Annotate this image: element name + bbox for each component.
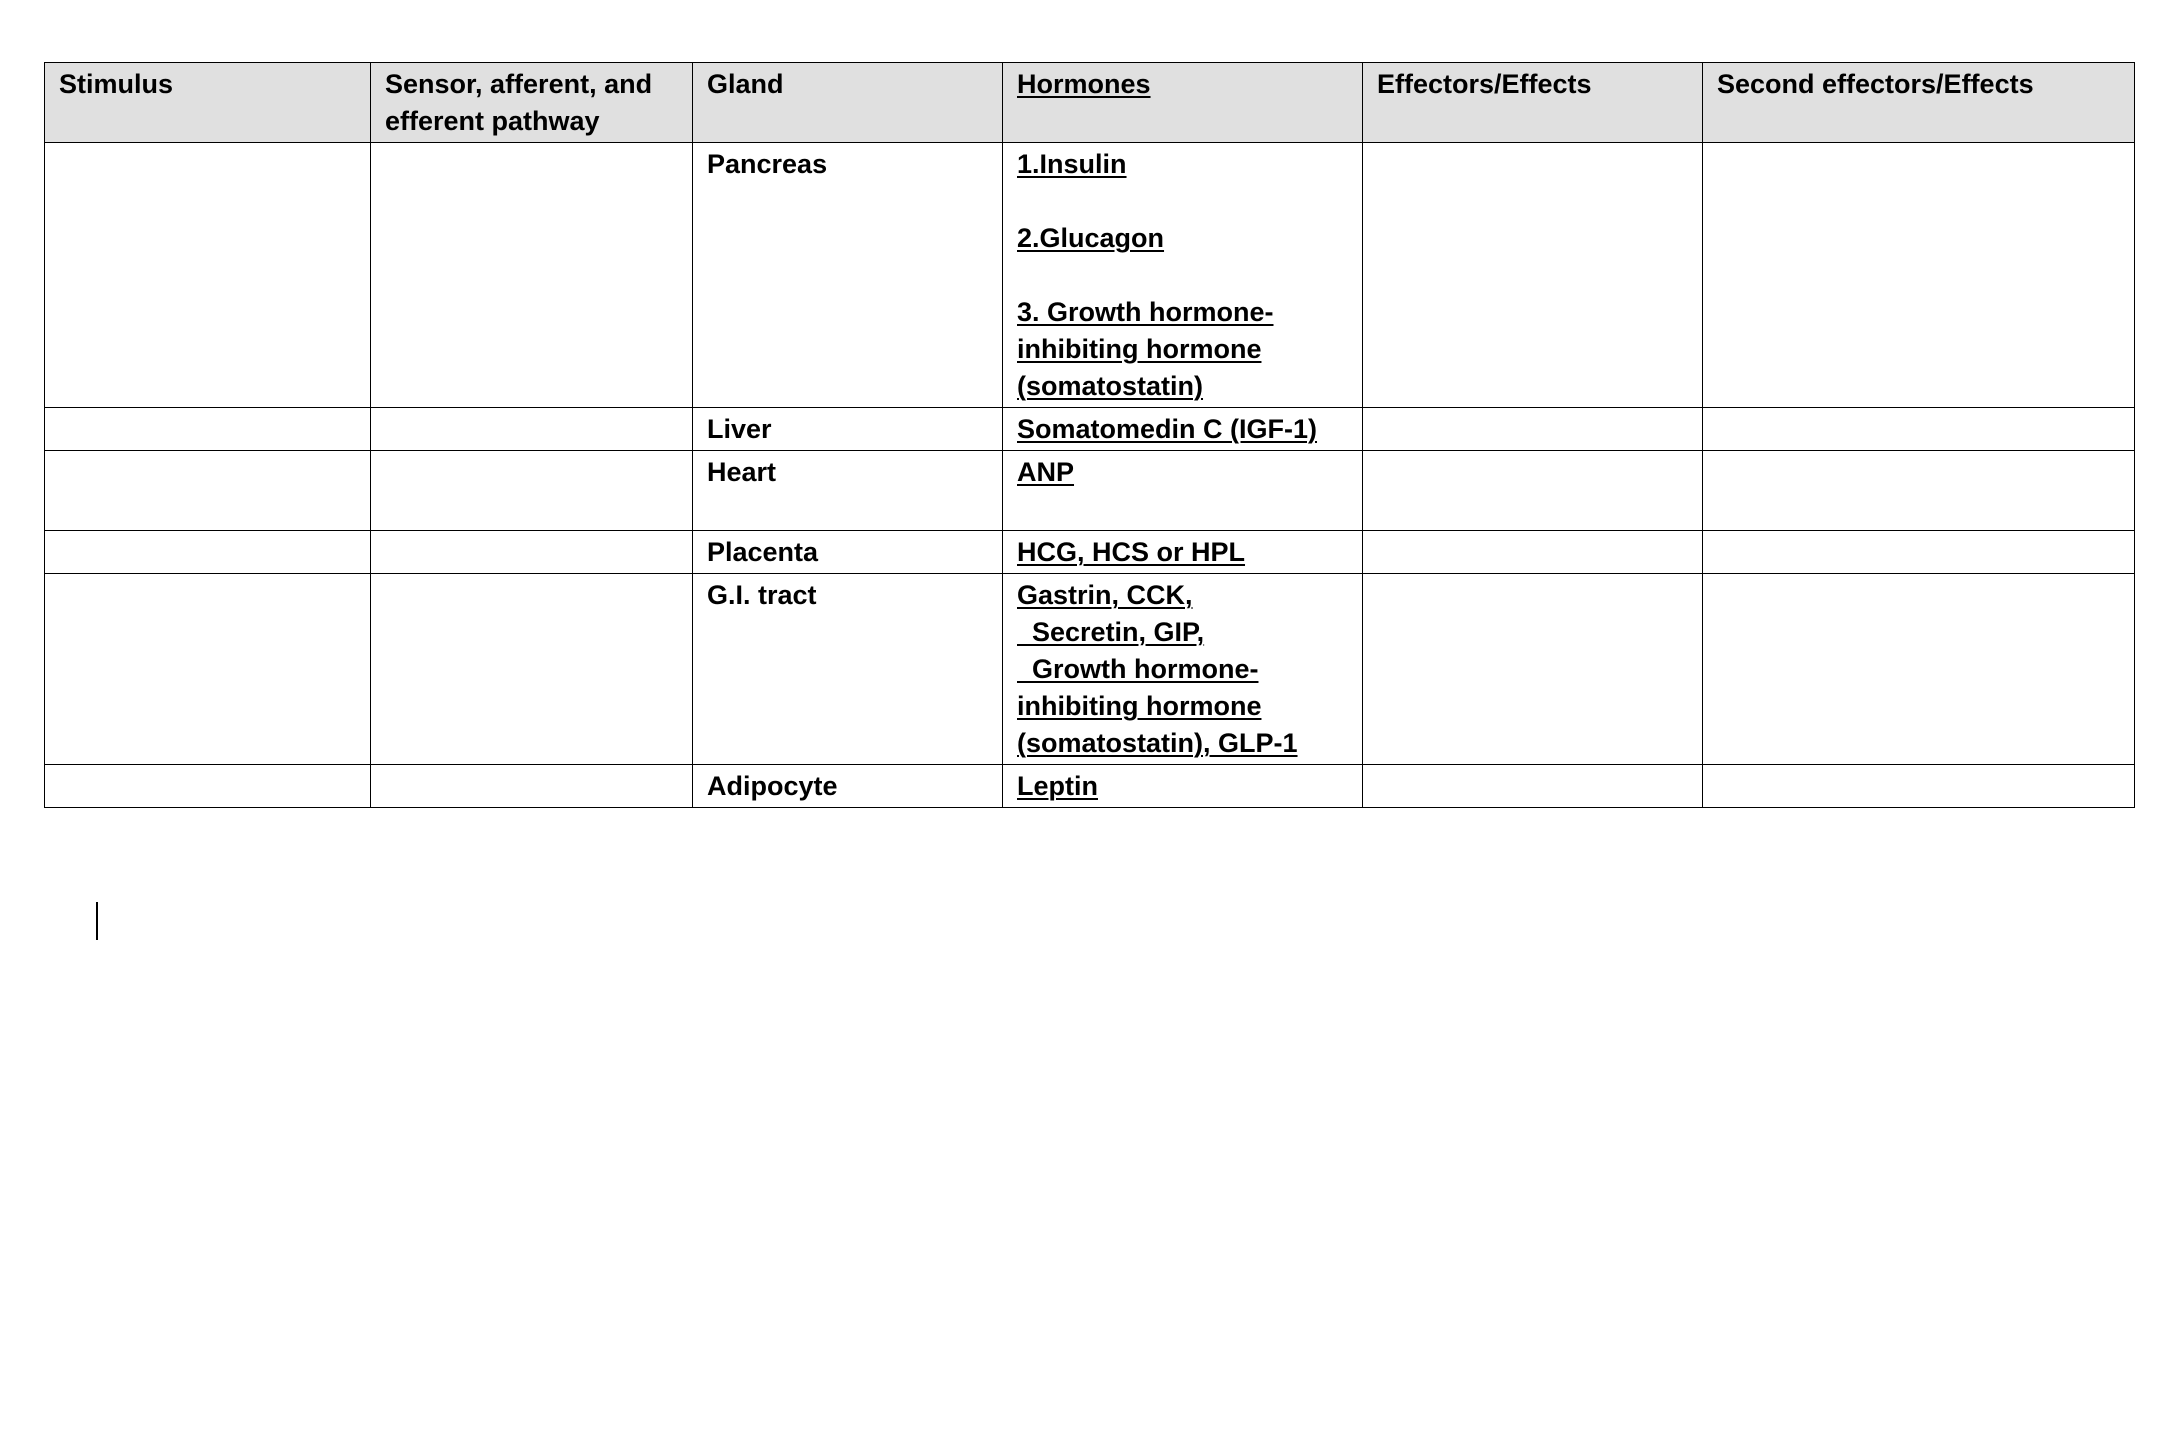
hormone-line: HCG, HCS or HPL <box>1017 537 1246 567</box>
gland-cell[interactable]: Liver <box>693 408 1003 451</box>
header-second-effectors[interactable]: Second effectors/Effects <box>1703 63 2135 143</box>
effectors-cell[interactable] <box>1363 408 1703 451</box>
effectors-cell[interactable] <box>1363 451 1703 531</box>
second-effectors-cell[interactable] <box>1703 765 2135 808</box>
hormone-line: Growth hormone- <box>1017 654 1259 684</box>
hormones-cell[interactable] <box>1003 408 1363 451</box>
effectors-cell[interactable] <box>1363 143 1703 408</box>
header-row <box>45 63 2135 143</box>
hormones-cell[interactable] <box>1003 531 1363 574</box>
hormone-line: Gastrin, CCK, <box>1017 580 1193 610</box>
hormones-cell[interactable] <box>1003 143 1363 408</box>
text-cursor <box>96 902 98 940</box>
endocrine-table <box>44 62 2135 808</box>
stimulus-cell[interactable] <box>45 143 371 408</box>
header-gland[interactable]: Gland <box>693 63 1003 143</box>
gland-cell[interactable]: Placenta <box>693 531 1003 574</box>
sensor-pathway-cell[interactable] <box>371 574 693 765</box>
gland-cell[interactable]: Heart <box>693 451 1003 531</box>
second-effectors-cell[interactable] <box>1703 408 2135 451</box>
header-sensor-pathway[interactable] <box>371 63 693 143</box>
second-effectors-cell[interactable] <box>1703 531 2135 574</box>
header-stimulus[interactable]: Stimulus <box>45 63 371 143</box>
stimulus-cell[interactable] <box>45 408 371 451</box>
table-row-placenta <box>45 531 2135 574</box>
table-row-heart <box>45 451 2135 531</box>
sensor-pathway-cell[interactable] <box>371 451 693 531</box>
hormone-line: Leptin <box>1017 771 1098 801</box>
stimulus-cell[interactable] <box>45 574 371 765</box>
sensor-pathway-cell[interactable] <box>371 531 693 574</box>
hormone-line: inhibiting hormone <box>1017 691 1262 721</box>
gland-cell[interactable]: G.I. tract <box>693 574 1003 765</box>
hormone-line: 3. Growth hormone- <box>1017 297 1274 327</box>
table-row-adipocyte <box>45 765 2135 808</box>
hormone-line <box>1017 257 1348 294</box>
effectors-cell[interactable] <box>1363 765 1703 808</box>
table-row-gi-tract <box>45 574 2135 765</box>
gland-cell[interactable]: Adipocyte <box>693 765 1003 808</box>
header-hormones[interactable]: Hormones <box>1003 63 1363 143</box>
hormone-line: 1.Insulin <box>1017 149 1127 179</box>
hormone-line: Somatomedin C (IGF-1) <box>1017 414 1318 444</box>
second-effectors-cell[interactable] <box>1703 451 2135 531</box>
stimulus-cell[interactable] <box>45 765 371 808</box>
hormones-cell[interactable] <box>1003 574 1363 765</box>
gland-cell[interactable]: Pancreas <box>693 143 1003 408</box>
hormone-line: ANP <box>1017 457 1075 487</box>
hormones-cell[interactable] <box>1003 451 1363 531</box>
hormones-cell[interactable] <box>1003 765 1363 808</box>
table-row-pancreas <box>45 143 2135 408</box>
second-effectors-cell[interactable] <box>1703 143 2135 408</box>
stimulus-cell[interactable] <box>45 531 371 574</box>
hormone-line: 2.Glucagon <box>1017 223 1165 253</box>
hormone-line: Secretin, GIP, <box>1017 617 1205 647</box>
hormone-line: inhibiting hormone <box>1017 334 1262 364</box>
second-effectors-cell[interactable] <box>1703 574 2135 765</box>
header-effectors[interactable]: Effectors/Effects <box>1363 63 1703 143</box>
hormone-line: (somatostatin), GLP-1 <box>1017 728 1298 758</box>
stimulus-cell[interactable] <box>45 451 371 531</box>
sensor-pathway-cell[interactable] <box>371 408 693 451</box>
header-sensor-line2: efferent pathway <box>385 106 600 136</box>
header-sensor-line1: Sensor, afferent, and <box>385 69 653 99</box>
sensor-pathway-cell[interactable] <box>371 143 693 408</box>
hormone-line <box>1017 491 1348 528</box>
hormone-line <box>1017 183 1348 220</box>
effectors-cell[interactable] <box>1363 531 1703 574</box>
effectors-cell[interactable] <box>1363 574 1703 765</box>
table-row-liver <box>45 408 2135 451</box>
hormone-line: (somatostatin) <box>1017 371 1204 401</box>
sensor-pathway-cell[interactable] <box>371 765 693 808</box>
